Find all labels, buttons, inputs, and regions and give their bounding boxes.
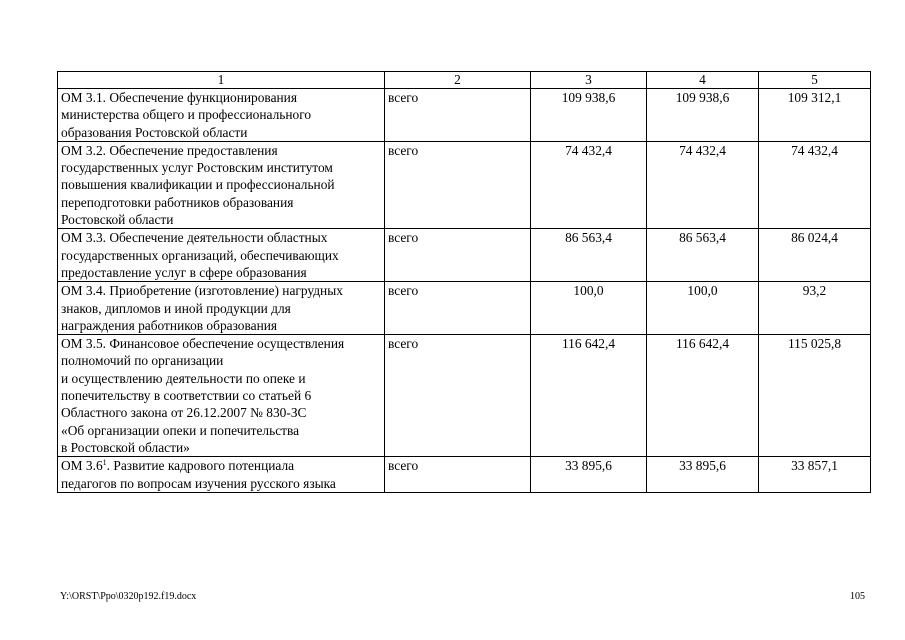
- value-col4-cell: 33 895,6: [647, 457, 759, 493]
- value-col4-cell: 100,0: [647, 282, 759, 335]
- measure-name-prefix: ОМ 3.6: [61, 458, 103, 474]
- column-header-5: 5: [759, 72, 871, 89]
- measure-name-suffix: . Развитие кадрового потенциала педагогов по вопросам изучения русского языка: [61, 458, 336, 491]
- measure-name-cell: ОМ 3.5. Финансовое обеспечение осуществления полномочий по организации и осуществлению деятельности по опеке и попечительству в соответствии со статьей 6 Областного закона от 26.12.2007 № 830-ЗС «Об организации опеки и попечительства в Ростовской области»: [58, 335, 385, 457]
- table-row: [58, 282, 871, 335]
- value-col5-cell: 109 312,1: [759, 89, 871, 142]
- measure-name-cell: ОМ 3.2. Обеспечение предоставления государственных услуг Ростовским институтом повышения квалификации и профессиональной переподготовки работников образования Ростовской области: [58, 141, 385, 228]
- measure-name-cell: ОМ 3.1. Обеспечение функционирования министерства общего и профессионального образования Ростовской области: [58, 89, 385, 142]
- table-row: [58, 335, 871, 457]
- budget-table: [57, 71, 871, 493]
- value-col3-cell: 86 563,4: [531, 229, 647, 282]
- value-col3-cell: 33 895,6: [531, 457, 647, 493]
- value-col5-cell: 93,2: [759, 282, 871, 335]
- measure-name-cell: ОМ 3.3. Обеспечение деятельности областных государственных организаций, обеспечивающих предоставление услуг в сфере образования: [58, 229, 385, 282]
- value-col4-cell: 109 938,6: [647, 89, 759, 142]
- funding-kind-cell: всего: [385, 457, 531, 493]
- funding-kind-cell: всего: [385, 335, 531, 457]
- table-header-row: [58, 72, 871, 89]
- value-col5-cell: 74 432,4: [759, 141, 871, 228]
- footer-page-number: 105: [850, 591, 865, 602]
- funding-kind-cell: всего: [385, 89, 531, 142]
- table-row: [58, 229, 871, 282]
- column-header-2: 2: [385, 72, 531, 89]
- footnote-superscript: 1: [102, 458, 107, 468]
- value-col3-cell: 116 642,4: [531, 335, 647, 457]
- table-row: [58, 457, 871, 493]
- table-row: [58, 89, 871, 142]
- value-col3-cell: 109 938,6: [531, 89, 647, 142]
- funding-kind-cell: всего: [385, 229, 531, 282]
- funding-kind-cell: всего: [385, 141, 531, 228]
- value-col3-cell: 74 432,4: [531, 141, 647, 228]
- table-row: [58, 141, 871, 228]
- measure-name-cell: [58, 457, 385, 493]
- column-header-3: 3: [531, 72, 647, 89]
- column-header-4: 4: [647, 72, 759, 89]
- value-col4-cell: 116 642,4: [647, 335, 759, 457]
- measure-name-cell: ОМ 3.4. Приобретение (изготовление) нагрудных знаков, дипломов и иной продукции для награждения работников образования: [58, 282, 385, 335]
- value-col5-cell: 86 024,4: [759, 229, 871, 282]
- funding-kind-cell: всего: [385, 282, 531, 335]
- value-col5-cell: 33 857,1: [759, 457, 871, 493]
- value-col4-cell: 86 563,4: [647, 229, 759, 282]
- column-header-1: 1: [58, 72, 385, 89]
- value-col5-cell: 115 025,8: [759, 335, 871, 457]
- footer-file-path: Y:\ORST\Ppo\0320p192.f19.docx: [60, 591, 197, 602]
- value-col3-cell: 100,0: [531, 282, 647, 335]
- value-col4-cell: 74 432,4: [647, 141, 759, 228]
